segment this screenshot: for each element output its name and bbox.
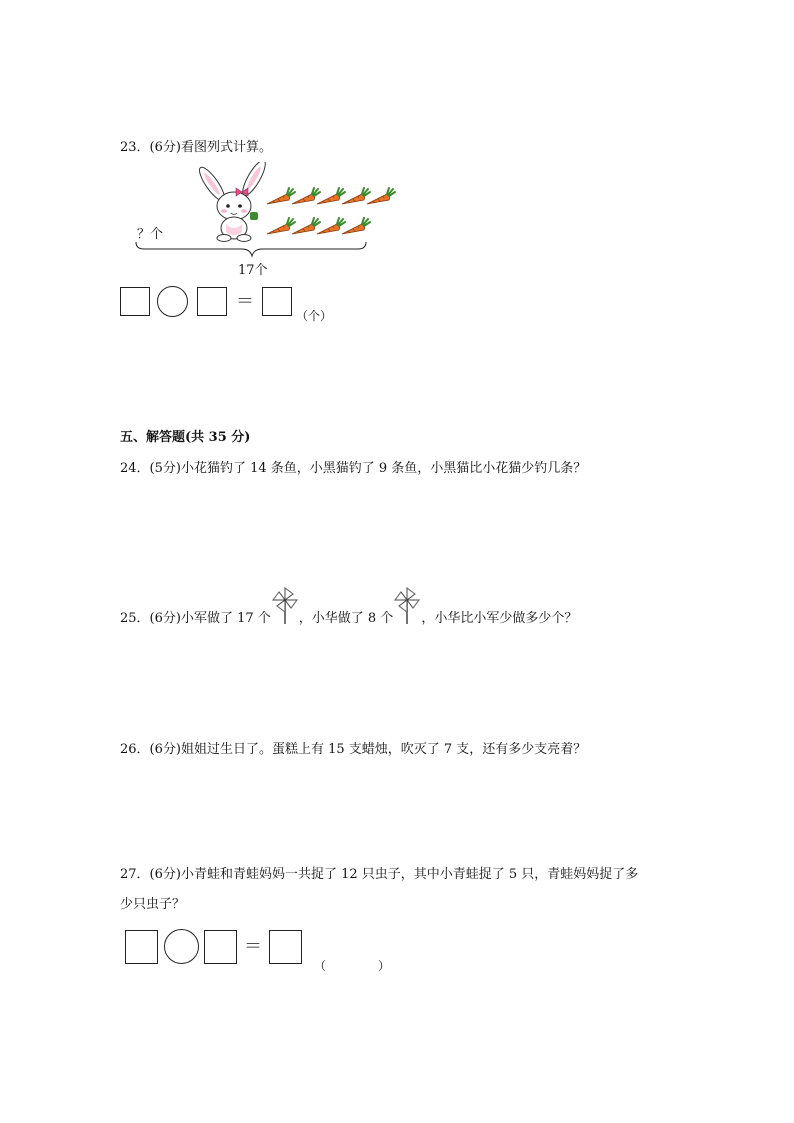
- q27-line1: 27．(6分)小青蛙和青蛙妈妈一共捉了 12 只虫子，其中小青蛙捉了 5 只，青蛙妈妈捉了多: [120, 867, 639, 882]
- bunny-icon: [196, 162, 270, 242]
- carrot-icon: [267, 188, 395, 234]
- q27-answer-box-1[interactable]: [125, 930, 158, 964]
- q27-unit-open: （: [314, 959, 327, 973]
- q23-unit: （个）: [296, 309, 333, 323]
- q23-score: (6分): [149, 140, 181, 155]
- q25-part1: 25．(6分)小军做了 17 个: [120, 611, 271, 626]
- q27-answer-box-result[interactable]: [269, 930, 302, 964]
- q23-operator-circle[interactable]: [157, 286, 188, 317]
- q27-line2: 少只虫子？: [120, 897, 186, 912]
- q23-equals-sign: ＝: [236, 291, 254, 312]
- q27-unit-close: ）: [378, 959, 391, 973]
- q23-brace: [136, 242, 366, 256]
- q25-part2: ，小华做了 8 个: [298, 611, 394, 626]
- q23-prompt-text: 看图列式计算。: [180, 140, 272, 155]
- q23-answer-box-2[interactable]: [197, 287, 227, 316]
- q26-text: 26．(6分)姐姐过生日了。蛋糕上有 15 支蜡烛，吹灭了 7 支，还有多少支亮着？: [120, 742, 587, 757]
- q23-total-label: 17个: [238, 263, 268, 278]
- q25-text: [120, 586, 577, 626]
- q25-part3: ，小华比小军少做多少个？: [421, 611, 578, 626]
- pinwheel-icon: [393, 586, 421, 626]
- q23-answer-box-result[interactable]: [262, 287, 292, 316]
- q23-number: 23．: [120, 140, 150, 155]
- q24-text: 24．(5分)小花猫钓了 14 条鱼，小黑猫钓了 9 条鱼，小黑猫比小花猫少钓几条？: [120, 461, 587, 476]
- q23-answer-box-1[interactable]: [120, 287, 150, 316]
- q27-operator-circle[interactable]: [164, 929, 199, 964]
- section-title: 五、解答题(共 35 分): [120, 430, 251, 445]
- q23-unknown-label: ？个: [137, 227, 164, 242]
- q27-answer-box-2[interactable]: [204, 930, 237, 964]
- pinwheel-icon: [271, 586, 299, 626]
- q27-equals-sign: ＝: [244, 936, 262, 957]
- q23-prompt: [120, 136, 272, 155]
